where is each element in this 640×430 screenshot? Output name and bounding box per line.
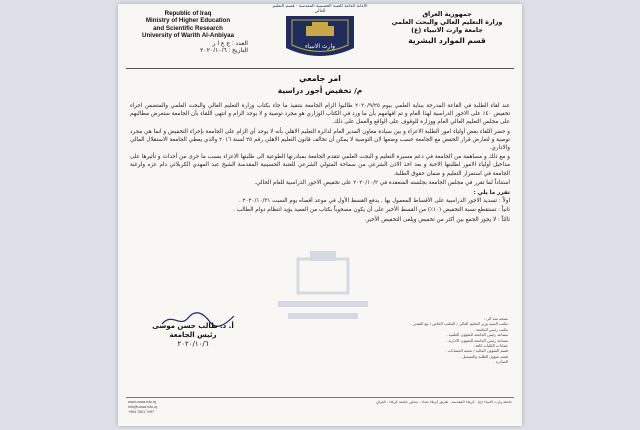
letter-body (130, 102, 510, 225)
cc-heading: نسخة منه الى : (483, 316, 508, 321)
header-line: جامعة وارث الانبياء (ع) (411, 26, 483, 34)
header-line: جمهورية العراق (422, 10, 472, 18)
issue-date: التاريخ : ٢٠٢٠/١٠/٦ (200, 47, 248, 55)
signature-block (138, 322, 248, 349)
logo-text: وارث الانبياء (304, 43, 336, 50)
university-logo (276, 8, 364, 64)
signatory-name: أ. د. طالب حسن موسى (152, 322, 234, 330)
body-paragraph: عند لقاء الطلبة في القاعة المدرجة ببناية العلمي بيوم ٢٠٢٠/٩/٢٥ طالبوا الزام الجامعة بتنفيذ ما جاء بكتاب وزارة التعليم العالي والبحث العلمي والمتضمن اجراء تخفيض ٤٠٪ على الاجور الدراسية لهذا العام و تم افهامهم بأن ما ورد في الكتاب الوزاري هو مجرد توصية و لا يوجد الزام و انتهى اللقاء بأن الجامعة ستعرض مطالبهم على مجلس التعليم العالي العام ووزارة للوقوف على الواقع والعمل على ذلك. (130, 103, 510, 126)
cc-item: مكتب السيد وزير التعليم العالي / المكتب الخاص / مع التقدير . (410, 321, 508, 327)
footer-phone: +964 7801 7497 (128, 410, 155, 414)
body-paragraph: و مع ذلك و مساهمة من الجامعة في دعم مسيرة التعليم و البحث العلمي تتقدم الجامعة بمبادرتها الطوعية الى طلبتها الاعزاء بسبب ما جرى من أحداث و تأثيرها على مداخيل أولياء الامور لطلبتها الاحبة و بعد اخذ الاذن الشرعي من سماحة المتولي الشرعي للعتبة الحسينية المقدسة الشيخ عبد المهدي الكربلائي دام عزه ولرغبة الجامعة في استمرار التعليم و ضمان حقوق الطلبة. (130, 154, 510, 177)
cc-item: مكتب رئيس الجامعة . (473, 326, 508, 332)
header-english-block (128, 10, 248, 54)
body-paragraph: استناداً لما تقرر في مجلس الجامعة بجلسته المنعقدة في ٢٠٢٠/١٠/٢ على تخفيض الاجور الدراسية للعام الحالي. (254, 179, 510, 186)
header-line: Ministry of Higher Education (145, 17, 231, 25)
footer-divider (126, 397, 514, 398)
signature-date: ٢٠٢٠/١٠/٦ (177, 340, 209, 348)
footer-email: info@uowa.edu.iq (128, 405, 157, 409)
document-subject: م/ تخفيض أجور دراسية (277, 86, 363, 95)
header-line: and Scientific Research (153, 24, 223, 32)
body-paragraph: و حضر اللقاء بعض أولياء امور الطلبة الاعزاء و بين سيادة معاون المدير العام لدائرة التعليم الاهلي بأنه لا يوجد أي الزام على الجامعة بإجراء التخفيض و انما هي مجرد توصية و لتعارض قرار الخفض مع الجامعة حسب وضعها لان التوصية لا يمكن أن تخالف قانون التعليم الاهلي رقم ٢٥ لسنة ٢٠١٦ والذي يعطي الجامعة الاستقلال المالي والاداري. (130, 128, 510, 152)
cc-item: مساعد رئيس الجامعة للشؤون الادارية . (446, 337, 508, 343)
decision-item: اولاً : تسديد الاجور الدراسية على الأقساط المعمول بها , يدفع القسط الأول في موعد أقصاه يوم السبت ٢٠٢٠/١٠/٣١ . (238, 198, 510, 205)
footer-address: جامعة وارث الانبياء (ع) - كربلاء المقدسة - طريق كربلاء بغداد - مجاور جامعة كربلاء - العراق (376, 400, 512, 404)
reference-number: العدد : ج ع ا ر (212, 39, 248, 47)
header-line: University of Warith Al-Anbiyaa (141, 32, 235, 40)
document-title: امر جامعي (299, 74, 341, 83)
decision-item: ثانياً : تستقطع نسبة التخفيض (١٠٪) من القسط الأخير على أن يكون مصحوباً بكتاب من العميد يؤيد انتظام دوام الطالب . (233, 207, 510, 214)
header-line: Republic of Iraq (164, 10, 212, 17)
cc-item: الصادرة . (493, 359, 508, 365)
cc-item: قسم الشؤون المالية / شعبة الحسابات . (445, 348, 508, 354)
logo-caption: الأمانة العامة للعتبة الحسينية المقدسة - قسم التعليم العالي (272, 4, 368, 14)
cc-item: مساعد رئيس الجامعة للشؤون العلمية . (446, 332, 508, 338)
signatory-role: رئيس الجامعة (169, 331, 217, 339)
decisions-heading: تقرر ما يلي : (473, 190, 510, 197)
header-arabic-block (382, 10, 512, 45)
cc-item: عمادات الكليات كافة . (472, 343, 508, 349)
decision-item: ثالثاً : لا يجوز الجمع بين أكثر من تخفيض ويلغى التخفيض الأخير. (364, 216, 510, 223)
letter-page (118, 4, 522, 426)
footer-contacts (128, 400, 198, 415)
header-divider (126, 68, 514, 69)
cc-item: قسم شؤون الطلبة والتسجيل . (459, 353, 508, 359)
footer-website: www.uowa.edu.iq (128, 400, 156, 404)
department-name: قسم الموارد البشرية (408, 36, 486, 45)
header-line: وزارة التعليم العالي والبحث العلمي (391, 18, 503, 26)
copies-to-list (338, 316, 508, 365)
